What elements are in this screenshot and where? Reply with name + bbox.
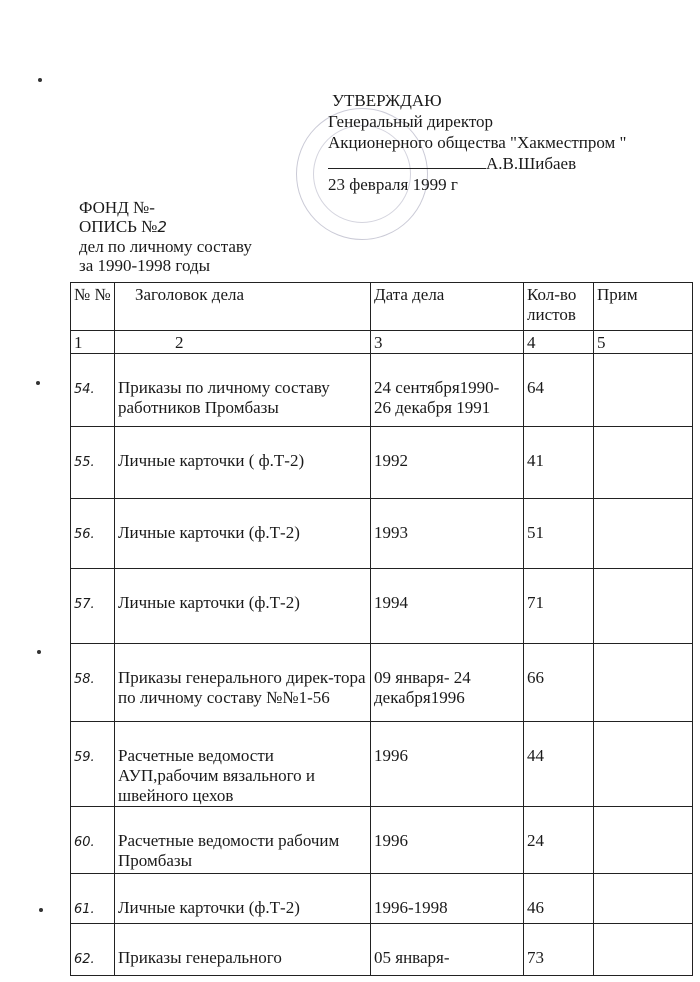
case-note (594, 807, 693, 874)
table-row (71, 807, 693, 874)
margin-mark (37, 650, 41, 654)
sheet-count: 73 (524, 924, 594, 976)
row-number: 55. (71, 427, 115, 499)
case-date: 1992 (371, 427, 524, 499)
row-number: 58. (71, 644, 115, 722)
sheet-count: 46 (524, 874, 594, 924)
approval-position: Генеральный директор (328, 112, 494, 131)
margin-mark (36, 381, 40, 385)
case-note (594, 722, 693, 807)
case-title: Личные карточки ( ф.Т-2) (115, 427, 371, 499)
table-row (71, 354, 693, 427)
case-title: Личные карточки (ф.Т-2) (115, 499, 371, 569)
approval-title: УТВЕРЖДАЮ (332, 91, 442, 110)
row-number: 59. (71, 722, 115, 807)
table-row (71, 874, 693, 924)
case-date: 24 сентября1990- 26 декабря 1991 (371, 354, 524, 427)
table-row (71, 924, 693, 976)
inventory-period: за 1990-1998 годы (79, 256, 211, 275)
row-number: 57. (71, 569, 115, 644)
margin-mark (38, 78, 42, 82)
column-number: 5 (594, 331, 693, 354)
table-row (71, 499, 693, 569)
row-number: 56. (71, 499, 115, 569)
case-title: Личные карточки (ф.Т-2) (115, 569, 371, 644)
sheet-count: 64 (524, 354, 594, 427)
table-header-row (71, 283, 693, 331)
column-number: 4 (524, 331, 594, 354)
case-title: Расчетные ведомости рабочим Промбазы (115, 807, 371, 874)
case-title: Приказы генерального (115, 924, 371, 976)
case-date: 09 января- 24 декабря1996 (371, 644, 524, 722)
table-row (71, 722, 693, 807)
case-title: Приказы по личному составу работников Промбазы (115, 354, 371, 427)
case-note (594, 569, 693, 644)
opis-label (79, 217, 252, 237)
case-note (594, 427, 693, 499)
sheet-count: 51 (524, 499, 594, 569)
opis-text: ОПИСЬ № (79, 217, 158, 236)
table-row (71, 569, 693, 644)
column-number: 2 (115, 331, 371, 354)
sheet-count: 66 (524, 644, 594, 722)
inventory-subject: дел по личному составу (79, 237, 252, 256)
inventory-header (79, 198, 252, 275)
case-date: 1996-1998 (371, 874, 524, 924)
sheet-count: 71 (524, 569, 594, 644)
row-number: 61. (71, 874, 115, 924)
inventory-table (70, 282, 693, 976)
case-note (594, 874, 693, 924)
table-row (71, 644, 693, 722)
column-header: № № (71, 283, 115, 331)
row-number: 54. (71, 354, 115, 427)
column-header: Прим (594, 283, 693, 331)
approval-signatory: А.В.Шибаев (486, 154, 577, 173)
column-number: 1 (71, 331, 115, 354)
approval-block (328, 90, 627, 195)
approval-signature-line (328, 153, 627, 174)
column-header: Заголовок дела (115, 283, 371, 331)
case-date: 1993 (371, 499, 524, 569)
approval-date: 23 февраля 1999 г (328, 175, 458, 194)
case-date: 1994 (371, 569, 524, 644)
case-title: Личные карточки (ф.Т-2) (115, 874, 371, 924)
case-date: 05 января- (371, 924, 524, 976)
row-number: 62. (71, 924, 115, 976)
column-number: 3 (371, 331, 524, 354)
sheet-count: 24 (524, 807, 594, 874)
fond-label: ФОНД №- (79, 198, 155, 217)
column-header: Дата дела (371, 283, 524, 331)
signature-underline (328, 153, 486, 169)
case-title: Расчетные ведомости АУП,рабочим вязального и швейного цехов (115, 722, 371, 807)
case-note (594, 924, 693, 976)
case-note (594, 644, 693, 722)
opis-number: 2 (157, 218, 167, 236)
table-row (71, 427, 693, 499)
case-title: Приказы генерального дирек-тора по личному составу №№1-56 (115, 644, 371, 722)
sheet-count: 44 (524, 722, 594, 807)
sheet-count: 41 (524, 427, 594, 499)
case-date: 1996 (371, 807, 524, 874)
case-note (594, 499, 693, 569)
margin-mark (39, 908, 43, 912)
approval-company: Акционерного общества "Хакместпром " (328, 133, 627, 152)
case-note (594, 354, 693, 427)
table-column-numbers-row (71, 331, 693, 354)
column-header: Кол-во листов (524, 283, 594, 331)
row-number: 60. (71, 807, 115, 874)
case-date: 1996 (371, 722, 524, 807)
